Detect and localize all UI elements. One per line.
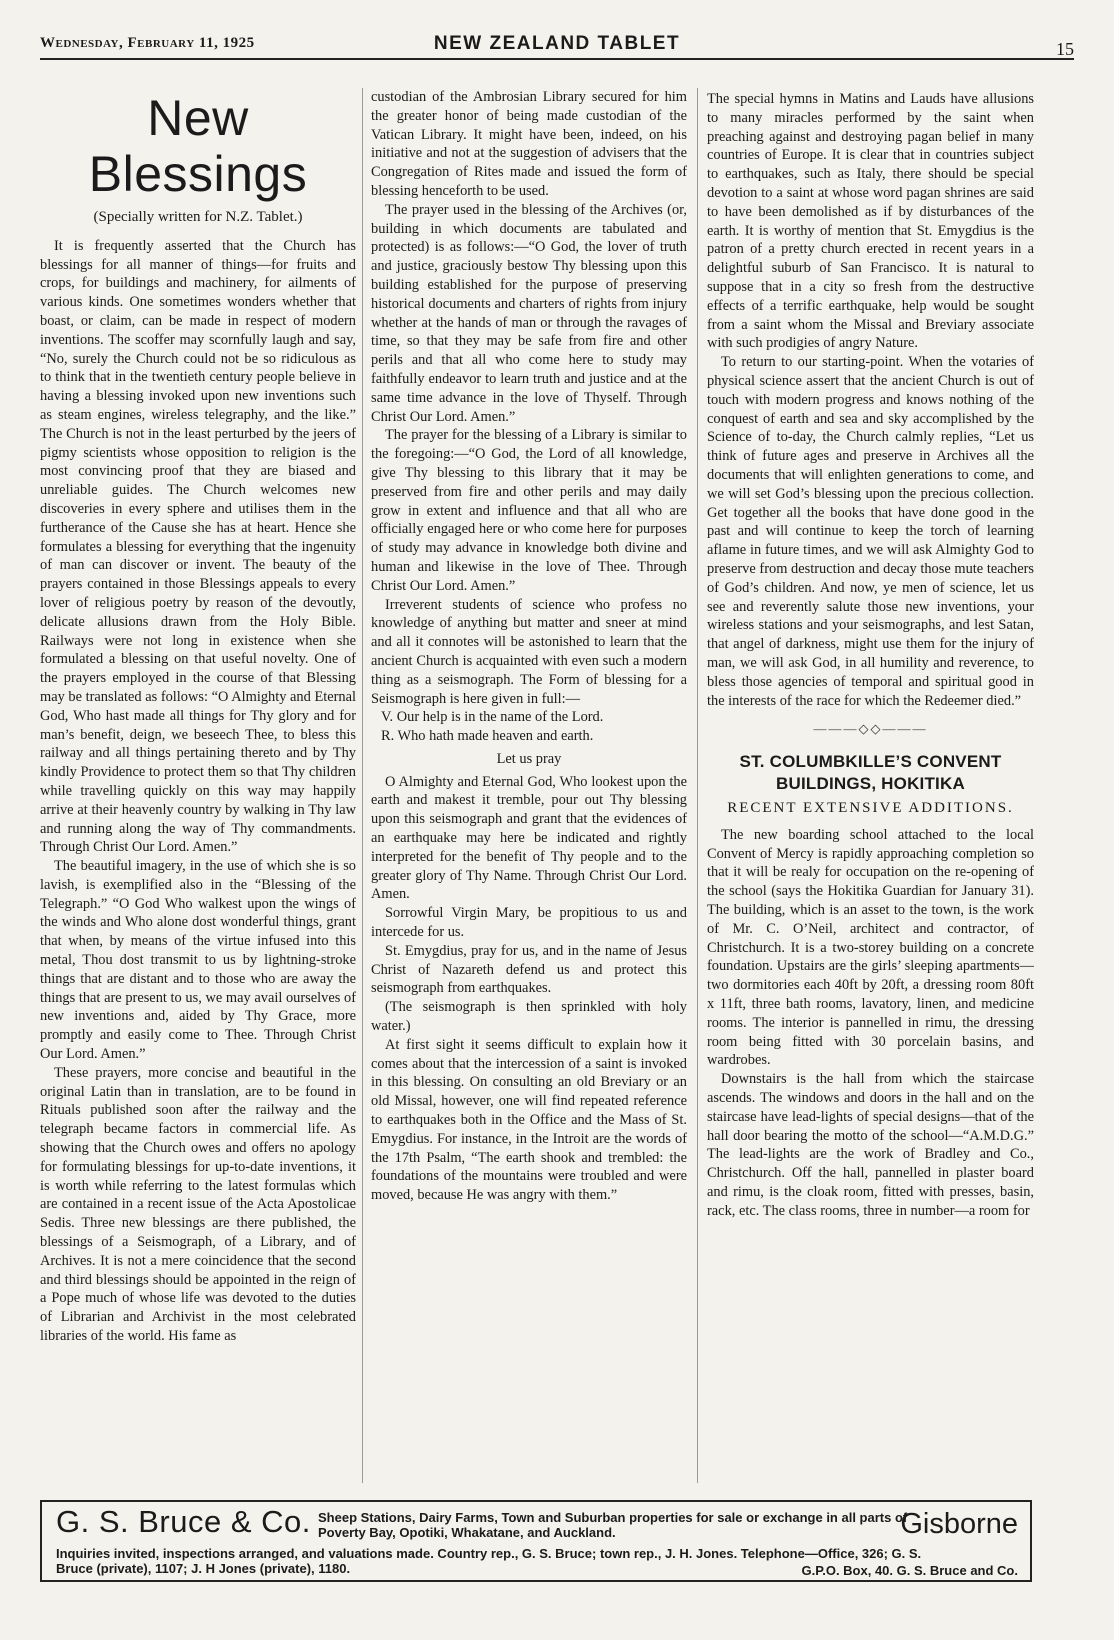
article-paragraph: custodian of the Ambrosian Library secured for him the greater honor of being made custodian of the Vatican Library. It might have been, indeed, on his initiative and not at the suggestion of advisers that the Congregation of Rites made and issued the form of blessing henceforth to be used. [371, 89, 687, 199]
article-paragraph: St. Emygdius, pray for us, and in the name of Jesus Christ of Nazareth defend us and protect this seismograph from earthquakes. [371, 942, 687, 997]
response: R. Who hath made heaven and earth. [381, 728, 594, 745]
article-byline: (Specially written for N.Z. Tablet.) [93, 209, 303, 225]
article-paragraph: O Almighty and Eternal God, Who lookest upon the earth and makest it tremble, pour out Thy blessing upon this seismograph and grant that the evidences of an earthquake may here be indicated and rightly interpreted for the benefit of Thy people and to the greater glory of Thy Name. Through Christ Our Lord. Amen. [371, 773, 687, 903]
ad-location: Gisborne [900, 1508, 1018, 1540]
section-ornament: ———◇◇——— [813, 721, 928, 737]
ad-postal-box: G.P.O. Box, 40. G. S. Bruce and Co. [801, 1563, 1018, 1578]
column-2 [371, 88, 687, 1483]
prayer-heading: Let us pray [496, 750, 562, 767]
article2-paragraph: Downstairs is the hall from which the staircase ascends. The windows and doors in the hall and on the staircase have lead-lights of special designs—that of the hall door bearing the motto of the school—“A.M.D.G.” The lead-lights are the work of Bradley and Co., Christchurch. Off the hall, pannelled in plaster board and rimu, is the cloak room, fitted with presses, basin, rack, etc. The class rooms, three in number—a room for [707, 1071, 1034, 1219]
article-paragraph: Irreverent students of science who profess no knowledge of anything but matter and sneer at mind and all it connotes will be astonished to learn that the ancient Church is acquainted with even such a modern thing as a seismograph. The Form of blessing for a Seismograph is here given in full:— [371, 596, 687, 707]
article-paragraph: These prayers, more concise and beautiful in the original Latin than in translation, are to be found in Rituals published soon after the railway and the telegraph became factors in commercial life. As showing that the Church owes and offers no apology for formulating blessings for up-to-date inventions, it is worth while referring to the latest formulas which are contained in a recent issue of the Acta Apostolicae Sedis. Three new blessings are there published, the blessings of a Seismograph, of a Library, and of Archives. It is not a mere coincidence that the second and third blessings should be appointed in the reign of a Pope much of whose life was devoted to the duties of Librarian and Archivist in the most celebrated libraries of the world. His fame as [40, 1064, 356, 1345]
article-paragraph: At first sight it seems difficult to explain how it comes about that the intercession of a saint is invoked in this blessing. On consulting an old Breviary or an old Missal, however, one will find repeated reference to earthquakes both in the Office and the Mass of St. Emygdius. For instance, in the Introit are the words of the 17th Psalm, “The earth shook and trembled: the foundations of the mountains were troubled and were moved, because He was angry with them.” [371, 1036, 687, 1204]
header-rule [40, 58, 1074, 60]
issue-date: Wednesday, February 11, 1925 [40, 35, 255, 51]
article-paragraph: The prayer for the blessing of a Library is similar to the foregoing:—“O God, the Lord of all knowledge, give Thy blessing to this library that it may be preserved from fire and other perils and may daily grow in extent and influence and that all who are officially engaged here or who come here for purposes of study may advance in knowledge both divine and human and likewise in the love of Thee. Through Christ Our Lord. Amen.” [371, 427, 687, 594]
article-paragraph: The prayer used in the blessing of the Archives (or, building in which documents are tabulated and protected) is as follows:—“O God, the lover of truth and justice, graciously bestow Thy blessing upon this building established for the purpose of preserving historical documents and charters of rights from injury whether at the hands of man or through the ravages of time, so that they may be safe from fire and other perils and that all who come here to study may faithfully endeavor to learn truth and justice and at the same time advance in the love of Thyself. Through Christ Our Lord. Amen.” [371, 201, 687, 425]
article-title: New Blessings [88, 90, 308, 202]
versicle: V. Our help is in the name of the Lord. [381, 709, 604, 726]
page-number: 15 [1056, 39, 1074, 59]
ad-contact-info: Inquiries invited, inspections arranged, and valuations made. Country rep., G. S. Bruce; town rep., J. H. Jones. Telephone—Office, 326; G. S. Bruce (private), 1107; J. H Jones (private), 1180. [56, 1546, 922, 1576]
column-3 [707, 90, 1034, 1485]
publication-title: NEW ZEALAND TABLET [433, 33, 681, 54]
article-paragraph: It is frequently asserted that the Church has blessings for all manner of things—for fruits and crops, for buildings and machinery, for ailments of various kinds. One sometimes wonders whether that boast, or claim, can be made in respect of modern inventions. The scoffer may scornfully laugh and say, “No, surely the Church could not be so ridiculous as to think that in the twentieth century people believe in having a blessing invoked upon new inventions such as steam engines, wireless telegraphy, and the like.” The Church is not in the least perturbed by the jeers of pigmy scientists whose opposition to religion is the most convincing proof that they are biased and unreliable guides. The Church welcomes new discoveries in every sphere and utilises them in the furtherance of the Cause she has at heart. Hence she formulates a blessing for everything that the ingenuity of man can discover or invent. The beauty of the prayers contained in those Blessings appeals to every lover of religious poetry by reason of the devoutly, delicate allusions drawn from the Holy Bible. Railways were not long in existence when she formulated a blessing on that useful novelty. One of the prayers employed in the course of that Blessing may be translated as follows: “O Almighty and Eternal God, Who hast made all things for Thy glory and for man’s benefit, deign, we beseech Thee, to bless this railway and all things pertaining thereto and by Thy kindly Providence to protect them so that Thy children while travelling quickly on this way may happily arrive at their heavenly country by walking in Thy law and running along the way of Thy commandments. Through Christ Our Lord. Amen.” [40, 237, 356, 856]
ad-company-name: G. S. Bruce & Co. [56, 1504, 311, 1539]
article-paragraph: Sorrowful Virgin Mary, be propitious to us and intercede for us. [371, 905, 687, 941]
column-1 [40, 88, 356, 1483]
column-divider [362, 88, 363, 1483]
article-paragraph: To return to our starting-point. When the votaries of physical science assert that the ancient Church is out of touch with modern progress and knows nothing of the conquest of earth and sea and sky accomplished by the Science of to-day, the Church calmly replies, “Let us think of future ages and preserve in Archives all the documents that will enlighten generations to come, and we will set God’s blessing upon the precious collection. Get together all the books that have done good in the past and will continue to keep the torch of learning aflame in future times, and we will ask Almighty God to preserve from destruction and decay those mute teachers of God’s children. And now, ye men of science, let us see and reverently salute those new inventions, your wireless stations and your seismographs, and lest Satan, that angel of darkness, might use them for the injury of man, we will ask God, in all humility and reverence, to bless those agencies of temporal and spiritual good in the interests of the race for which the Redeemer died.” [707, 354, 1034, 709]
page-header [40, 33, 1074, 61]
article2-subtitle: RECENT EXTENSIVE ADDITIONS. [727, 800, 1014, 817]
article-paragraph: The special hymns in Matins and Lauds have allusions to many miracles performed by the saint when preaching against and destroying pagan belief in many countries of Europe. It is clear that in countries subject to earthquakes, such as Italy, there should be special devotion to a saint at whose word pagan shrines are said to have been demolished as if by disturbances of the earth. It is worthy of mention that St. Emygdius is the patron of a pretty church erected in recent years in a delightful suburb of San Francisco. It is natural to suppose that in a city so fresh from the destructive effects of a terrific earthquake, help would be sought from a saint whom the Missal and Breviary associate with such prodigies of angry Nature. [707, 91, 1034, 352]
article-paragraph: The beautiful imagery, in the use of which she is so lavish, is exemplified also in the “Blessing of the Telegraph.” “O God Who walkest upon the wings of the winds and Who alone dost wonderful things, grant that when, by means of the virtue infused into this metal, Thou dost transmit to us by lightning-stroke things that are distant and to those who are away the things that are present to us, we may avail ourselves of new inventions and, aided by Thy Grace, more promptly and easily come to Thee. Through Christ Our Lord. Amen.” [40, 858, 356, 1063]
column-divider [697, 88, 698, 1483]
article2-title: ST. COLUMBKILLE’S CONVENT BUILDINGS, HOKITIKA [739, 752, 1002, 794]
advertisement [40, 1500, 1032, 1582]
article-paragraph: (The seismograph is then sprinkled with holy water.) [371, 999, 687, 1035]
ad-description: Sheep Stations, Dairy Farms, Town and Suburban properties for sale or exchange in all parts of Poverty Bay, Opotiki, Whakatane, and Auckland. [318, 1510, 908, 1540]
article2-paragraph: The new boarding school attached to the local Convent of Mercy is rapidly approaching completion so that it will be realy for occupation on the re-opening of the school (says the Hokitika Guardian for January 31). The building, which is an asset to the town, is the work of Mr. C. O’Neil, architect and contractor, of Christchurch. It is a two-storey building on a concrete foundation. Upstairs are the girls’ sleeping apartments—two dormitories each 40ft by 20ft, a dressing room 80ft x 11ft, three bath rooms, lavatory, linen, and medicine rooms. The interior is pannelled in rimu, the dressing room being fitted with 30 porcelain basins, and wardrobes. [707, 826, 1034, 1069]
